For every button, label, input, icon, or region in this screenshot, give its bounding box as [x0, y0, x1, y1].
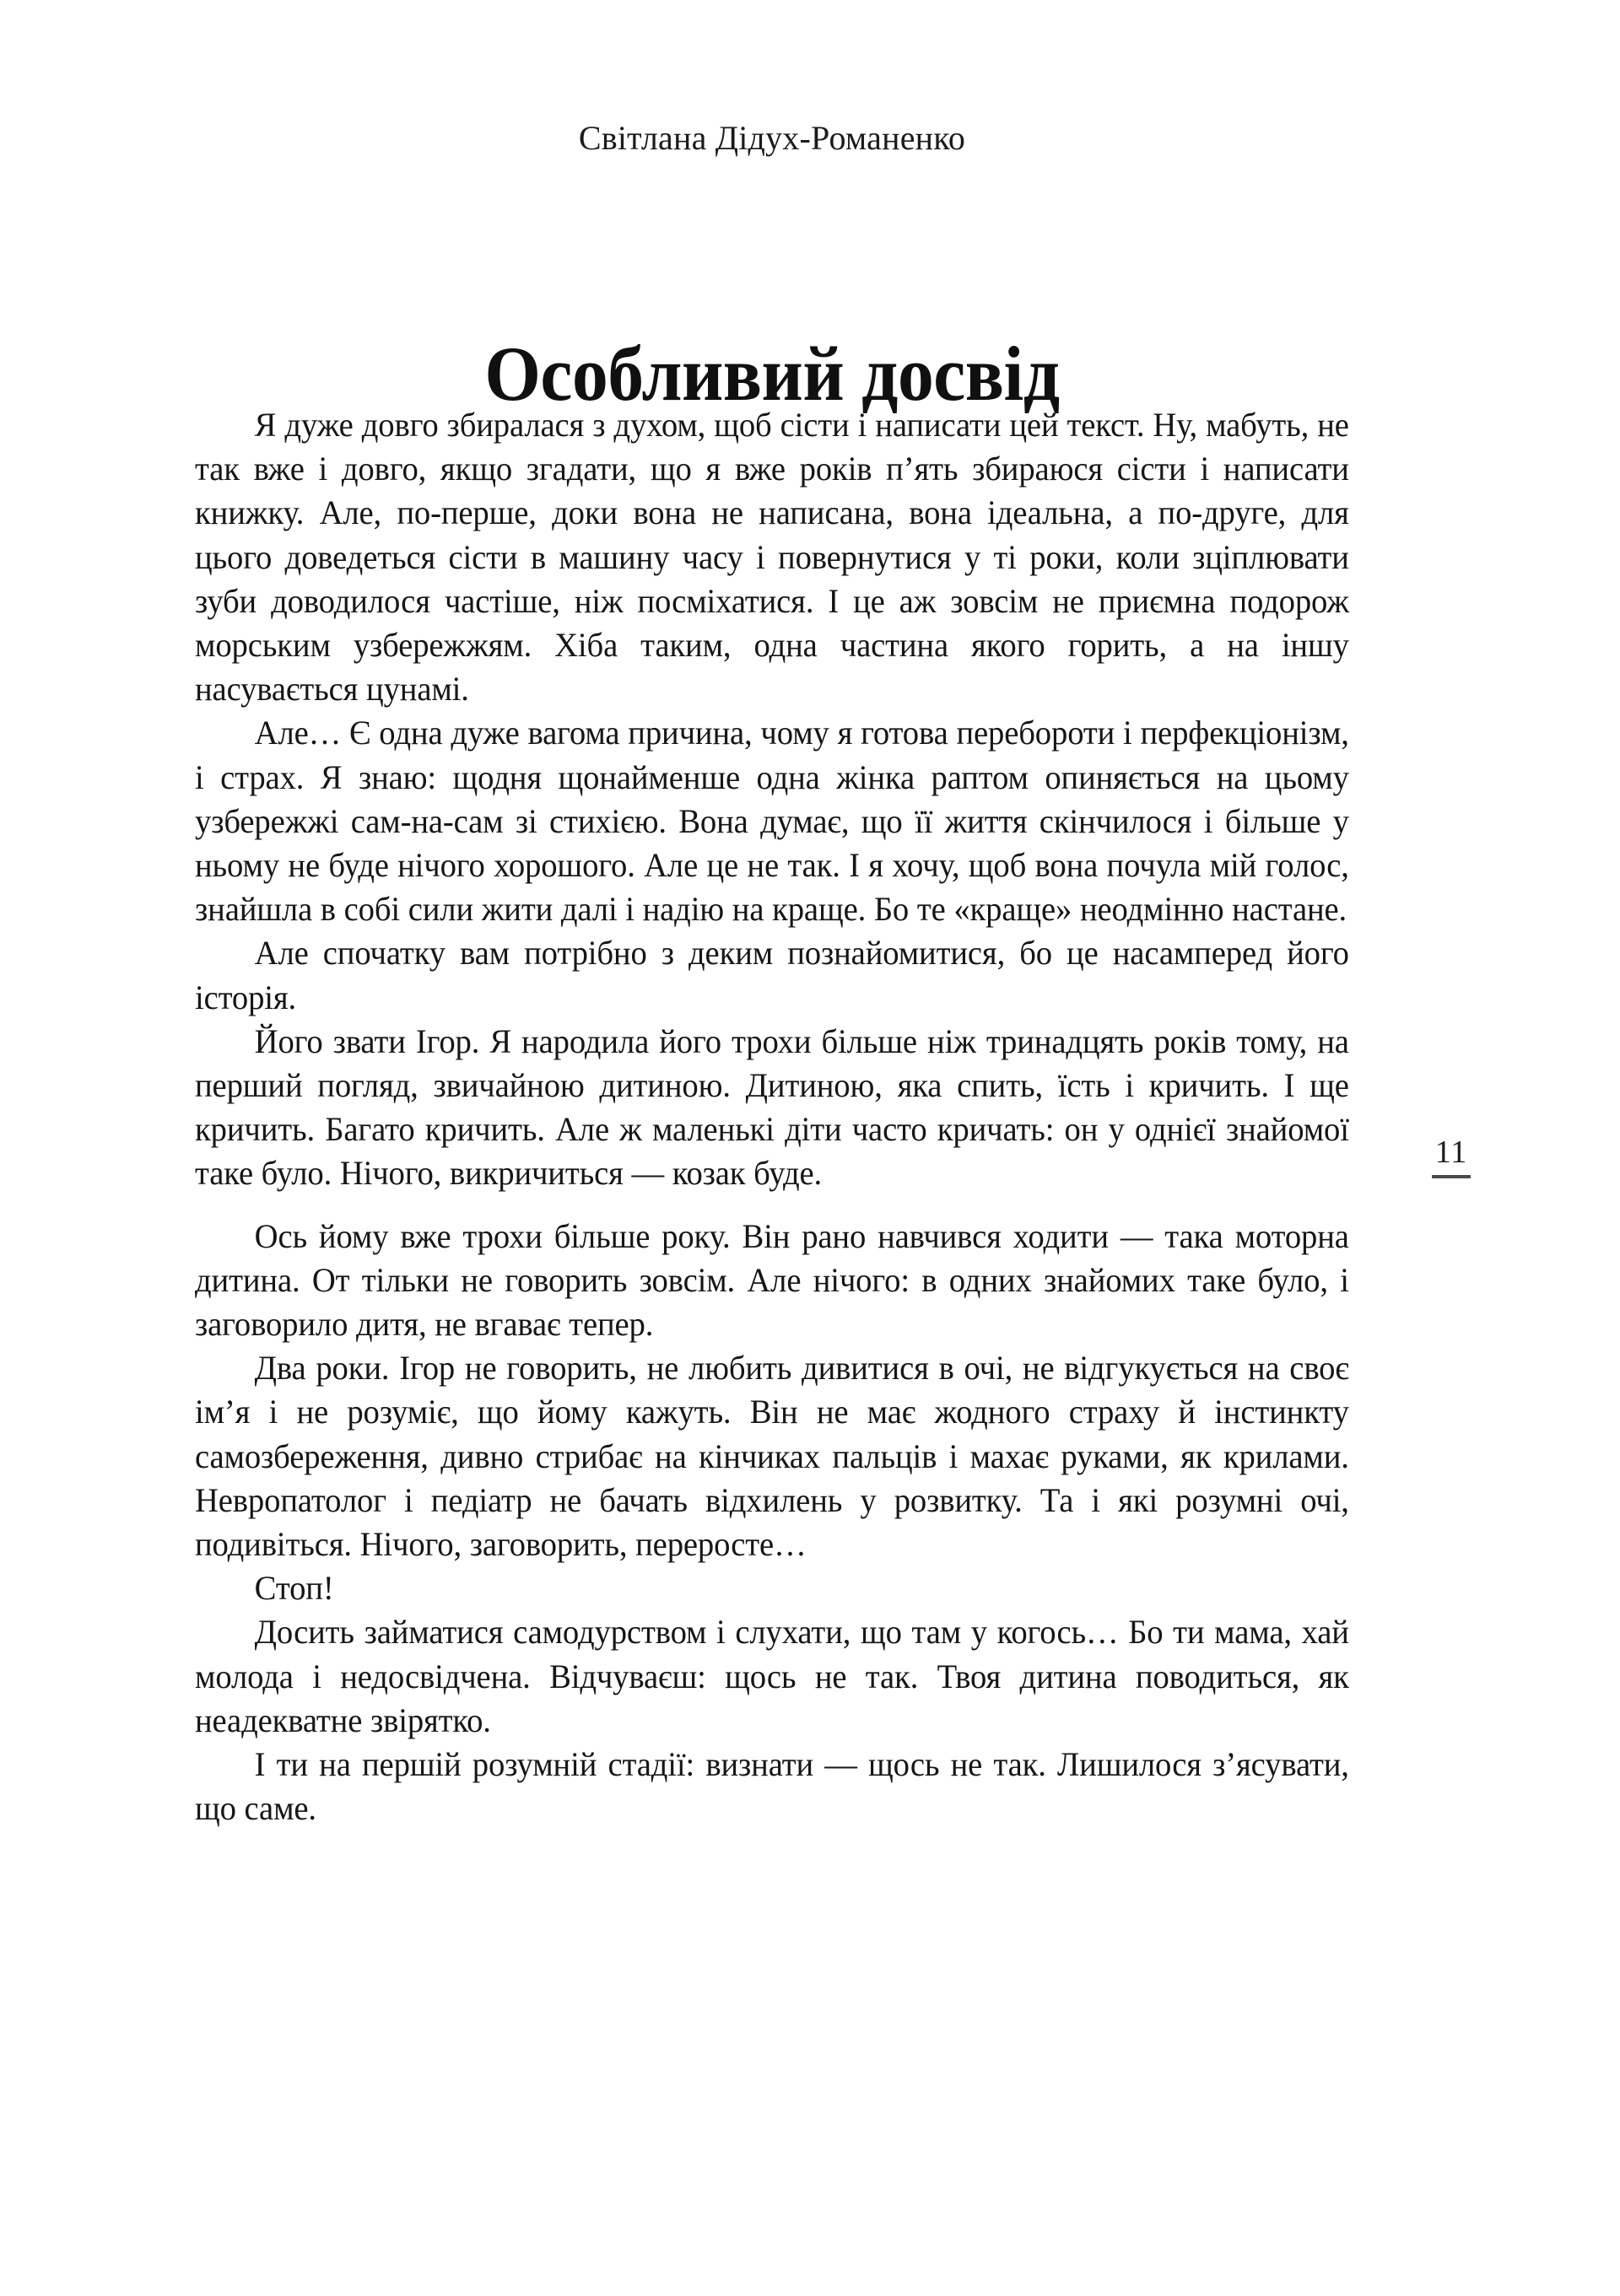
- paragraph: Але… Є одна дуже вагома причина, чому я готова перебороти і перфекціонізм, і страх. Я знаю: щодня щонайменше одна жінка раптом опиняється на цьому узбережжі сам-на-сам зі стихією. Вона думає, що її життя скінчилося і більше у ньому не буде нічого хорошого. Але це не так. І я хочу, щоб вона почула мій голос, знайшла в собі сили жити далі і надію на краще. Бо те «краще» неодмінно настане.: [195, 714, 1349, 929]
- chapter-title: Особливий досвід: [484, 330, 1060, 417]
- paragraph: Але спочатку вам потрібно з деким познайомитися, бо це насамперед його історія.: [195, 934, 1349, 1016]
- paragraph: Стоп!: [254, 1569, 334, 1608]
- paragraph: Його звати Ігор. Я народила його трохи більше ніж тринадцять років тому, на перший погляд, звичайною дитиною. Дитиною, яка спить, їсть і кричить. І ще кричить. Багато кричить. Але ж маленькі діти часто кричать: он у однієї знайомої таке було. Нічого, викричиться — козак буде.: [195, 1021, 1349, 1193]
- paragraph: Я дуже довго збиралася з духом, щоб сісти і написати цей текст. Ну, мабуть, не так вже і довго, якщо згадати, що я вже років п’ять збираюся сісти і написати книжку. Але, по-перше, доки вона не написана, вона ідеальна, а по-друге, для цього доведеться сісти в машину часу і повернутися у ті роки, коли зціплювати зуби доводилося частіше, ніж посміхатися. І це аж зовсім не приємна подорож морським узбережжям. Хіба таким, одна частина якого горить, а на іншу насувається цунамі.: [195, 406, 1349, 709]
- paragraph: Два роки. Ігор не говорить, не любить дивитися в очі, не відгукується на своє ім’я і не розуміє, що йому кажуть. Він не має жодного страху й інстинкту самозбереження, дивно стрибає на кінчиках пальців і махає руками, як крилами. Невропатолог і педіатр не бачать відхилень у розвитку. Та і які розумні очі, подивіться. Нічого, заговорить, переросте…: [195, 1349, 1349, 1564]
- running-header: Світлана Дідух-Романенко: [578, 119, 966, 157]
- paragraph: І ти на першій розумній стадії: визнати — щось не так. Лишилося з’ясувати, що саме.: [195, 1745, 1349, 1828]
- page-folio: [1401, 1135, 1502, 1178]
- paragraph: Досить займатися самодурством і слухати, що там у когось… Бо ти мама, хай молода і недосвідчена. Відчуваєш: щось не так. Твоя дитина поводиться, як неадекватне звірятко.: [195, 1613, 1349, 1739]
- page-number: 11: [1434, 1135, 1468, 1170]
- folio-rule: [1432, 1175, 1471, 1178]
- paragraph: Ось йому вже трохи більше року. Він рано навчився ходити — така моторна дитина. От тільки не говорить зовсім. Але нічого: в одних знайомих таке було, і заговорило дитя, не вгаває тепер.: [195, 1216, 1349, 1344]
- body-text-block: [195, 403, 1349, 1831]
